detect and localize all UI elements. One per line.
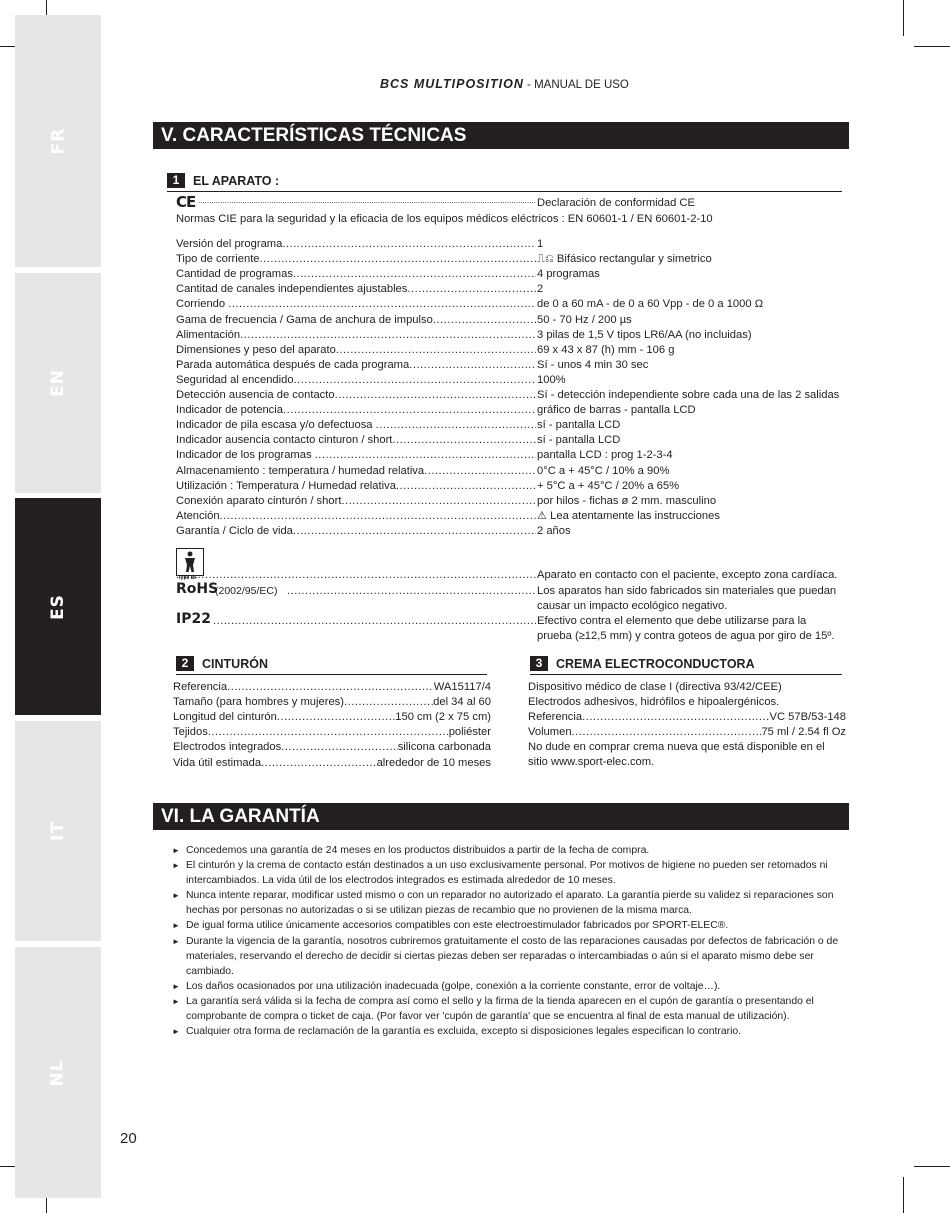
spec-value: de 0 a 60 mA - de 0 a 60 Vpp - de 0 a 1000 Ω [537, 298, 764, 311]
dot-leader [208, 725, 449, 740]
crop-mark [903, 1177, 904, 1213]
spec-value: 100% [537, 373, 566, 386]
spec-value: 2 [537, 283, 544, 296]
spec-label: Indicador ausencia contacto cinturon / short ..... [176, 433, 536, 448]
dot-leader [344, 695, 433, 710]
spec-value: Sí - detección independiente sobre cada una de las 2 salidas [537, 389, 840, 401]
warranty-bullet: ► La garantía será válida si la fecha de compra así como el sello y la firma de la tienda aparecen en el cupón de garantía o presentando el comprobante de compra o ticket de caja. (Por favor ver 'cupón de garantía' que se encuentra al final de esta manual de utilización). [172, 994, 844, 1024]
ip-description-1: Efectivo contra el elemento que debe utilizarse para la [537, 615, 807, 627]
subheading-cream [530, 656, 842, 675]
ip-description-2: prueba (≥12,5 mm) y contra goteos de agua por giro de 15º. [537, 630, 835, 642]
language-tab-es[interactable] [15, 498, 101, 715]
spec-value: del 34 al 60 [433, 696, 491, 709]
warranty-list [172, 843, 844, 1039]
spec-row [528, 710, 846, 725]
ce-mark-icon: CE [176, 193, 196, 211]
subheading-apparatus [167, 173, 842, 192]
spec-label: Garantía / Ciclo de vida ..... [176, 524, 536, 539]
spec-row [173, 710, 491, 725]
spec-label: Referencia [528, 711, 583, 723]
subheading-number: 2 [176, 656, 194, 671]
spec-label: Gama de frecuencia / Gama de anchura de impulso ..... [176, 313, 536, 328]
crop-mark [914, 46, 950, 47]
spec-row [173, 680, 491, 695]
spec-label: Indicador de los programas ..... [176, 448, 536, 463]
spec-value: 150 cm (2 x 75 cm) [395, 711, 491, 724]
language-tab-en[interactable] [15, 273, 101, 493]
spec-value: sí - pantalla LCD [537, 434, 621, 447]
spec-value: por hilos - fichas ø 2 mm. masculino [537, 494, 717, 507]
spec-label: Tipo de corriente ..... [176, 252, 536, 267]
language-tab-label: NL [48, 1058, 68, 1087]
spec-row [528, 725, 846, 740]
spec-label: Utilización : Temperatura / Humedad relativa ..... [176, 479, 536, 494]
spec-label: Cantidad de programas ..... [176, 267, 536, 282]
spec-row [173, 756, 491, 771]
dot-leader [176, 568, 536, 583]
rohs-description-2: causar un impacto ecológico negativo. [537, 600, 728, 612]
spec-value: silicona carbonada [397, 741, 491, 754]
spec-label: Referencia [173, 681, 228, 693]
cream-line: sitio www.sport-elec.com. [528, 756, 655, 768]
ip-rating-mark: IP22 [176, 611, 211, 627]
spec-value: + 5°C a + 45°C / 20% a 65% [537, 479, 680, 492]
spec-label: Parada automática después de cada programa ..... [176, 358, 536, 373]
language-tab-label: EN [48, 369, 68, 397]
spec-label: Corriendo ..... [176, 297, 536, 312]
norms-text: Normas CIE para la seguridad y la eficacia de los equipos médicos eléctricos : EN 60601-1 / EN 60601-2-10 [176, 213, 713, 225]
spec-label: Indicador de pila escasa y/o defectuosa ..... [176, 418, 536, 433]
spec-value: 50 - 70 Hz / 200 µs [537, 313, 632, 326]
language-tab-it[interactable] [15, 721, 101, 941]
dot-leader [261, 756, 376, 771]
dot-leader [572, 725, 762, 740]
subheading-number: 1 [167, 173, 185, 188]
warranty-bullet: ► Los daños ocasionados por una utilización inadecuada (golpe, conexión a la corriente constante, error de voltaje…). [172, 979, 844, 994]
page-header [380, 77, 629, 91]
spec-value: sí - pantalla LCD [537, 419, 621, 432]
dot-leader [198, 195, 535, 207]
spec-value: 4 programas [537, 268, 600, 281]
spec-label: Detección ausencia de contacto ..... [176, 388, 536, 403]
spec-row [173, 695, 491, 710]
dot-leader [582, 710, 769, 725]
spec-label: Tamaño (para hombres y mujeres) [173, 696, 344, 709]
section-title-warranty: VI. LA GARANTÍA [153, 803, 849, 830]
dot-leader [281, 740, 397, 755]
header-subtitle: - MANUAL DE USO [523, 79, 629, 91]
spec-value: ⎍⎌ Bifásico rectangular y simetrico [537, 253, 712, 266]
spec-label: Volumen [528, 726, 572, 739]
spec-label: Dimensiones y peso del aparato ..... [176, 343, 536, 358]
spec-value: poliéster [448, 726, 491, 739]
spec-label: Conexión aparato cinturón / short ..... [176, 494, 536, 509]
subheading-label: EL APARATO : [193, 174, 280, 188]
dot-leader [287, 584, 536, 599]
spec-value: gráfico de barras - pantalla LCD [537, 404, 696, 417]
dot-leader [227, 680, 434, 695]
section-title-specs: V. CARACTERÍSTICAS TÉCNICAS [153, 122, 849, 149]
spec-value: 75 ml / 2.54 fl Oz [761, 726, 846, 739]
warranty-bullet: ► De igual forma utilice únicamente accesorios compatibles con este electroestimulador fabricados por SPORT-ELEC®. [172, 918, 844, 933]
spec-label: Atención ..... [176, 509, 536, 524]
brand-name: BCS MULTIPOSITION [380, 77, 524, 91]
crop-mark [914, 1166, 950, 1167]
spec-value: pantalla LCD : prog 1-2-3-4 [537, 449, 673, 462]
spec-row [173, 725, 491, 740]
type-bf-label: Type BF [178, 575, 198, 581]
spec-value: 2 años [537, 524, 571, 537]
spec-label: Vida útil estimada [173, 756, 262, 769]
language-tab-label: IT [47, 821, 68, 841]
spec-value: ⚠ Lea atentamente las instrucciones [537, 509, 720, 522]
subheading-number: 3 [530, 656, 548, 671]
crop-mark [903, 0, 904, 36]
spec-label: Almacenamiento : temperatura / humedad relativa ..... [176, 464, 536, 479]
spec-label: Versión del programa ..... [176, 237, 536, 252]
spec-value: Sí - unos 4 min 30 sec [537, 358, 649, 371]
spec-value: 69 x 43 x 87 (h) mm - 106 g [537, 343, 675, 356]
page-number: 20 [120, 1130, 137, 1147]
spec-label: Indicador de potencia ..... [176, 403, 536, 418]
spec-value: 3 pilas de 1,5 V tipos LR6/AA (no incluidas) [537, 328, 752, 341]
dot-leader [213, 614, 536, 629]
bf-description: Aparato en contacto con el paciente, excepto zona cardíaca. [537, 569, 838, 581]
spec-label: Seguridad al encendido ..... [176, 373, 536, 388]
spec-label: Cantitad de canales independientes ajustables ..... [176, 282, 536, 297]
warranty-bullet: ► El cinturón y la crema de contacto están destinados a un uso exclusivamente personal. Por motivos de higiene no pueden ser retomados ni intercambiados. La vida útil de los electrodos integrados es estimada alrededor de 10 meses. [172, 858, 844, 888]
language-tab-label: FR [47, 127, 68, 155]
subheading-label: CINTURÓN [202, 657, 268, 671]
language-tab-nl[interactable] [15, 947, 101, 1198]
language-sidebar [15, 15, 101, 1198]
language-tab-fr[interactable] [15, 15, 101, 267]
rohs-reference: (2002/95/EC) [215, 585, 278, 597]
spec-label: Alimentación ..... [176, 328, 536, 343]
rohs-mark: RoHS [176, 581, 219, 597]
dot-leader [277, 710, 395, 725]
warranty-bullet: ► Concedemos una garantía de 24 meses en los productos distribuidos a partir de la fecha de compra. [172, 843, 844, 858]
spec-row [173, 740, 491, 755]
subheading-label: CREMA ELECTROCONDUCTORA [556, 657, 755, 671]
rohs-description-1: Los aparatos han sido fabricados sin materiales que puedan [537, 585, 837, 597]
spec-value: WA15117/4 [433, 681, 491, 693]
spec-label: Tejidos [173, 726, 208, 739]
cream-line: Dispositivo médico de clase I (directiva 93/42/CEE) [528, 681, 782, 693]
spec-label: Longitud del cinturón [173, 711, 277, 724]
cream-line: Electrodos adhesivos, hidrófilos e hipoalergénicos. [528, 696, 780, 708]
warranty-bullet: ► Nunca intente reparar, modificar usted mismo o con un reparador no autorizado el aparato. La garantía pierde su validez si reparaciones son hechas por personas no autorizadas o si se utilizan piezas de recambio que no provienen de la misma marca. [172, 888, 844, 918]
ce-declaration: Declaración de conformidad CE [537, 197, 695, 209]
warranty-bullet: ► Durante la vigencia de la garantía, nosotros cubriremos gratuitamente el costo de las reparaciones causadas por defectos de fabricación o de materiales, reservando el derecho de decidir si ciertas piezas deben ser reparadas o intercambiadas o aún si el aparato mismo debe ser cambiado. [172, 934, 844, 979]
spec-value: 1 [537, 238, 544, 250]
warranty-bullet: ► Cualquier otra forma de reclamación de la garantía es excluida, excepto si disposiciones legales especifican lo contrario. [172, 1024, 844, 1039]
spec-value: alrededor de 10 meses [376, 756, 491, 769]
spec-label: Electrodos integrados [173, 741, 282, 754]
cream-line: No dude en comprar crema nueva que está disponible en el [528, 741, 825, 753]
language-tab-label: ES [47, 593, 68, 620]
subheading-belt [176, 656, 487, 675]
spec-value: 0°C a + 45°C / 10% a 90% [537, 464, 670, 477]
spec-value: VC 57B/53-148 [769, 711, 846, 723]
